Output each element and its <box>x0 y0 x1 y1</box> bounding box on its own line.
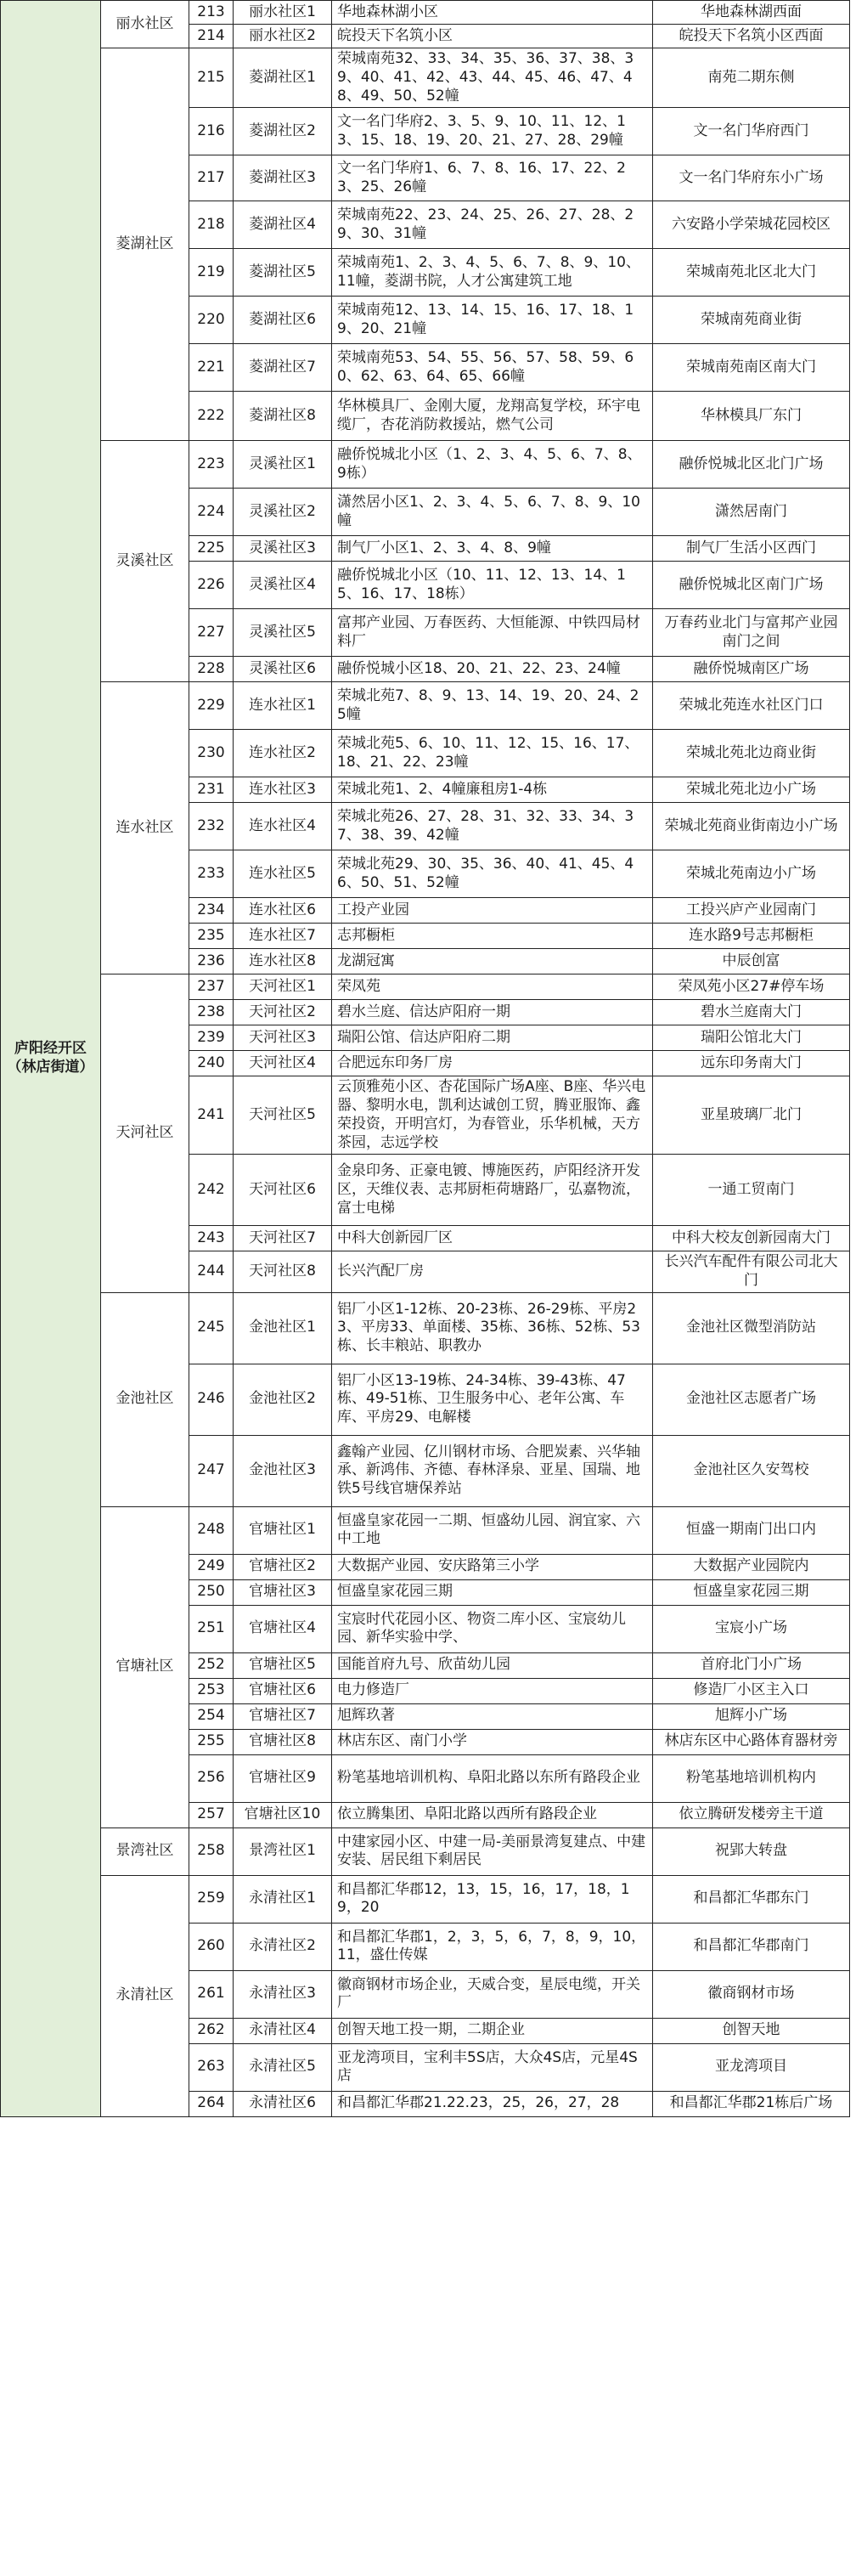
row-number-cell: 218 <box>189 201 234 249</box>
row-number-cell: 235 <box>189 924 234 949</box>
row-number-cell: 216 <box>189 108 234 155</box>
coverage-scope-cell: 荣城南苑12、13、14、15、16、17、18、19、20、21幢 <box>332 297 653 344</box>
row-number-cell: 251 <box>189 1605 234 1652</box>
site-location-cell: 荣城北苑北边商业街 <box>653 730 850 777</box>
site-name-cell: 灵溪社区2 <box>234 489 332 536</box>
coverage-scope-cell: 恒盛皇家花园三期 <box>332 1579 653 1605</box>
table-row <box>1 682 850 730</box>
site-location-cell: 皖投天下名筑小区西面 <box>653 25 850 48</box>
coverage-scope-cell: 鑫翰产业园、亿川钢材市场、合肥炭素、兴华轴承、新鸿伟、齐德、春林泽泉、亚星、国瑞、地铁5号线官塘保养站 <box>332 1435 653 1506</box>
coverage-scope-cell: 富邦产业园、万春医药、大恒能源、中铁四局材料厂 <box>332 609 653 657</box>
site-name-cell: 金池社区2 <box>234 1364 332 1435</box>
coverage-scope-cell: 中建家园小区、中建一局-美丽景湾复建点、中建安装、居民组下剩居民 <box>332 1827 653 1875</box>
table-row <box>1 1506 850 1554</box>
row-number-cell: 245 <box>189 1292 234 1364</box>
coverage-scope-cell: 皖投天下名筑小区 <box>332 25 653 48</box>
site-location-cell: 金池社区微型消防站 <box>653 1292 850 1364</box>
site-name-cell: 天河社区4 <box>234 1051 332 1076</box>
site-location-cell: 华林模具厂东门 <box>653 392 850 441</box>
site-location-cell: 融侨悦城北区南门广场 <box>653 562 850 609</box>
coverage-scope-cell: 荣城北苑1、2、4幢廉租房1-4栋 <box>332 777 653 803</box>
row-number-cell: 263 <box>189 2043 234 2091</box>
site-location-cell: 制气厂生活小区西门 <box>653 536 850 562</box>
site-location-cell: 瑞阳公馆北大门 <box>653 1025 850 1051</box>
site-location-cell: 长兴汽车配件有限公司北大门 <box>653 1251 850 1293</box>
row-number-cell: 249 <box>189 1554 234 1579</box>
site-location-cell: 创智天地 <box>653 2018 850 2043</box>
site-name-cell: 菱湖社区6 <box>234 297 332 344</box>
coverage-scope-cell: 和昌都汇华郡1，2，3，5，6，7，8，9，10，11，盛仕传媒 <box>332 1923 653 1970</box>
site-name-cell: 永清社区4 <box>234 2018 332 2043</box>
site-location-cell: 亚星玻璃厂北门 <box>653 1076 850 1155</box>
row-number-cell: 242 <box>189 1155 234 1226</box>
site-name-cell: 连水社区6 <box>234 898 332 924</box>
site-name-cell: 天河社区1 <box>234 974 332 1000</box>
site-name-cell: 丽水社区2 <box>234 25 332 48</box>
site-location-cell: 金池社区久安驾校 <box>653 1435 850 1506</box>
community-cell: 丽水社区 <box>101 1 189 48</box>
coverage-scope-cell: 金泉印务、正豪电镀、博施医药，庐阳经济开发区，天维仪表、志邦厨柜荷塘路厂，弘嘉物流，富士电梯 <box>332 1155 653 1226</box>
site-location-cell: 修造厂小区主入口 <box>653 1678 850 1703</box>
site-name-cell: 官塘社区4 <box>234 1605 332 1652</box>
coverage-scope-cell: 大数据产业园、安庆路第三小学 <box>332 1554 653 1579</box>
row-number-cell: 213 <box>189 1 234 25</box>
row-number-cell: 220 <box>189 297 234 344</box>
site-location-cell: 徽商钢材市场 <box>653 1970 850 2018</box>
row-number-cell: 233 <box>189 850 234 898</box>
site-name-cell: 天河社区7 <box>234 1226 332 1251</box>
site-location-cell: 荣城南苑南区南大门 <box>653 344 850 392</box>
site-name-cell: 灵溪社区3 <box>234 536 332 562</box>
coverage-scope-cell: 粉笔基地培训机构、阜阳北路以东所有路段企业 <box>332 1754 653 1802</box>
coverage-scope-cell: 荣城北苑29、30、35、36、40、41、45、46、50、51、52幢 <box>332 850 653 898</box>
site-name-cell: 天河社区3 <box>234 1025 332 1051</box>
row-number-cell: 264 <box>189 2091 234 2116</box>
table-row <box>1 1875 850 1923</box>
site-location-cell: 恒盛皇家花园三期 <box>653 1579 850 1605</box>
row-number-cell: 260 <box>189 1923 234 1970</box>
coverage-scope-cell: 荣城南苑22、23、24、25、26、27、28、29、30、31幢 <box>332 201 653 249</box>
site-name-cell: 永清社区1 <box>234 1875 332 1923</box>
site-name-cell: 景湾社区1 <box>234 1827 332 1875</box>
row-number-cell: 256 <box>189 1754 234 1802</box>
coverage-scope-cell: 长兴汽配厂房 <box>332 1251 653 1293</box>
row-number-cell: 225 <box>189 536 234 562</box>
table-row <box>1 1292 850 1364</box>
coverage-scope-cell: 华林模具厂、金刚大厦，龙翔高复学校，环宇电缆厂，杏花消防救援站，燃气公司 <box>332 392 653 441</box>
coverage-scope-cell: 铝厂小区1-12栋、20-23栋、26-29栋、平房23、平房33、单面楼、35栋、36栋、52栋、53栋、长丰粮站、职教办 <box>332 1292 653 1364</box>
row-number-cell: 234 <box>189 898 234 924</box>
coverage-scope-cell: 荣城北苑5、6、10、11、12、15、16、17、18、21、22、23幢 <box>332 730 653 777</box>
row-number-cell: 248 <box>189 1506 234 1554</box>
site-name-cell: 连水社区1 <box>234 682 332 730</box>
row-number-cell: 223 <box>189 441 234 489</box>
coverage-scope-cell: 恒盛皇家花园一二期、恒盛幼儿园、润宜家、六中工地 <box>332 1506 653 1554</box>
site-location-cell: 荣城北苑北边小广场 <box>653 777 850 803</box>
site-name-cell: 官塘社区9 <box>234 1754 332 1802</box>
row-number-cell: 255 <box>189 1729 234 1754</box>
site-location-cell: 荣凤苑小区27#停车场 <box>653 974 850 1000</box>
site-name-cell: 菱湖社区5 <box>234 249 332 297</box>
row-number-cell: 257 <box>189 1802 234 1827</box>
site-location-cell: 荣城北苑商业街南边小广场 <box>653 803 850 850</box>
site-name-cell: 连水社区2 <box>234 730 332 777</box>
community-cell: 永清社区 <box>101 1875 189 2116</box>
row-number-cell: 238 <box>189 1000 234 1025</box>
site-name-cell: 永清社区5 <box>234 2043 332 2091</box>
coverage-scope-cell: 荣城南苑53、54、55、56、57、58、59、60、62、63、64、65、66幢 <box>332 344 653 392</box>
site-location-cell: 和昌都汇华郡南门 <box>653 1923 850 1970</box>
table-row <box>1 974 850 1000</box>
site-name-cell: 天河社区5 <box>234 1076 332 1155</box>
row-number-cell: 217 <box>189 155 234 201</box>
coverage-scope-cell: 融侨悦城北小区（10、11、12、13、14、15、16、17、18栋） <box>332 562 653 609</box>
row-number-cell: 262 <box>189 2018 234 2043</box>
site-location-cell: 南苑二期东侧 <box>653 48 850 108</box>
site-location-cell: 首府北门小广场 <box>653 1652 850 1678</box>
coverage-scope-cell: 荣凤苑 <box>332 974 653 1000</box>
coverage-scope-cell: 电力修造厂 <box>332 1678 653 1703</box>
site-location-cell: 中科大校友创新园南大门 <box>653 1226 850 1251</box>
site-location-cell: 融侨悦城北区北门广场 <box>653 441 850 489</box>
table-body <box>1 1 850 2117</box>
site-name-cell: 丽水社区1 <box>234 1 332 25</box>
site-name-cell: 官塘社区6 <box>234 1678 332 1703</box>
site-location-cell: 依立腾研发楼旁主干道 <box>653 1802 850 1827</box>
coverage-scope-cell: 荣城南苑1、2、3、4、5、6、7、8、9、10、11幢，菱湖书院，人才公寓建筑工地 <box>332 249 653 297</box>
row-number-cell: 259 <box>189 1875 234 1923</box>
coverage-scope-cell: 创智天地工投一期，二期企业 <box>332 2018 653 2043</box>
site-name-cell: 菱湖社区8 <box>234 392 332 441</box>
site-name-cell: 菱湖社区2 <box>234 108 332 155</box>
coverage-scope-cell: 志邦橱柜 <box>332 924 653 949</box>
site-location-cell: 粉笔基地培训机构内 <box>653 1754 850 1802</box>
site-location-cell: 和昌都汇华郡21栋后广场 <box>653 2091 850 2116</box>
coverage-scope-cell: 宝宸时代花园小区、物资二库小区、宝宸幼儿园、新华实验中学、 <box>332 1605 653 1652</box>
site-location-cell: 文一名门华府东小广场 <box>653 155 850 201</box>
row-number-cell: 222 <box>189 392 234 441</box>
row-number-cell: 243 <box>189 1226 234 1251</box>
site-location-cell: 恒盛一期南门出口内 <box>653 1506 850 1554</box>
site-name-cell: 菱湖社区4 <box>234 201 332 249</box>
site-location-cell: 大数据产业园院内 <box>653 1554 850 1579</box>
coverage-scope-cell: 荣城南苑32、33、34、35、36、37、38、39、40、41、42、43、44、45、46、47、48、49、50、52幢 <box>332 48 653 108</box>
row-number-cell: 224 <box>189 489 234 536</box>
site-name-cell: 连水社区5 <box>234 850 332 898</box>
coverage-scope-cell: 碧水兰庭、信达庐阳府一期 <box>332 1000 653 1025</box>
site-location-cell: 文一名门华府西门 <box>653 108 850 155</box>
row-number-cell: 254 <box>189 1703 234 1729</box>
table-row <box>1 1 850 25</box>
coverage-scope-cell: 和昌都汇华郡21.22.23，25，26，27，28 <box>332 2091 653 2116</box>
coverage-scope-cell: 合肥远东印务厂房 <box>332 1051 653 1076</box>
row-number-cell: 226 <box>189 562 234 609</box>
site-name-cell: 灵溪社区6 <box>234 657 332 682</box>
site-name-cell: 官塘社区3 <box>234 1579 332 1605</box>
site-location-cell: 金池社区志愿者广场 <box>653 1364 850 1435</box>
site-location-cell: 连水路9号志邦橱柜 <box>653 924 850 949</box>
row-number-cell: 221 <box>189 344 234 392</box>
site-name-cell: 连水社区7 <box>234 924 332 949</box>
site-name-cell: 天河社区8 <box>234 1251 332 1293</box>
row-number-cell: 247 <box>189 1435 234 1506</box>
coverage-scope-cell: 华地森林湖小区 <box>332 1 653 25</box>
row-number-cell: 232 <box>189 803 234 850</box>
coverage-scope-cell: 和昌都汇华郡12，13，15，16，17，18，19，20 <box>332 1875 653 1923</box>
site-location-cell: 中辰创富 <box>653 949 850 974</box>
site-location-cell: 林店东区中心路体育器材旁 <box>653 1729 850 1754</box>
row-number-cell: 250 <box>189 1579 234 1605</box>
coverage-scope-cell: 文一名门华府2、3、5、9、10、11、12、13、15、18、19、20、21、27、28、29幢 <box>332 108 653 155</box>
site-location-cell: 华地森林湖西面 <box>653 1 850 25</box>
row-number-cell: 230 <box>189 730 234 777</box>
site-location-cell: 融侨悦城南区广场 <box>653 657 850 682</box>
site-location-cell: 祝郢大转盘 <box>653 1827 850 1875</box>
site-location-cell: 宝宸小广场 <box>653 1605 850 1652</box>
community-cell: 连水社区 <box>101 682 189 974</box>
site-name-cell: 官塘社区1 <box>234 1506 332 1554</box>
row-number-cell: 241 <box>189 1076 234 1155</box>
site-location-cell: 荣城北苑连水社区门口 <box>653 682 850 730</box>
site-name-cell: 菱湖社区1 <box>234 48 332 108</box>
coverage-scope-cell: 荣城北苑26、27、28、31、32、33、34、37、38、39、42幢 <box>332 803 653 850</box>
site-location-cell: 碧水兰庭南大门 <box>653 1000 850 1025</box>
coverage-scope-cell: 潇然居小区1、2、3、4、5、6、7、8、9、10幢 <box>332 489 653 536</box>
site-location-cell: 和昌都汇华郡东门 <box>653 1875 850 1923</box>
row-number-cell: 239 <box>189 1025 234 1051</box>
coverage-scope-cell: 云顶雅苑小区、杏花国际广场A座、B座、华兴电器、黎明水电，凯利达诚创工贸，腾亚服饰、鑫荣投资，开明宫灯，为春管业，乐华机械，天方茶园，志远学校 <box>332 1076 653 1155</box>
row-number-cell: 244 <box>189 1251 234 1293</box>
site-name-cell: 天河社区2 <box>234 1000 332 1025</box>
row-number-cell: 229 <box>189 682 234 730</box>
site-location-cell: 荣城南苑商业街 <box>653 297 850 344</box>
community-cell: 景湾社区 <box>101 1827 189 1875</box>
site-name-cell: 永清社区6 <box>234 2091 332 2116</box>
site-name-cell: 连水社区8 <box>234 949 332 974</box>
row-number-cell: 258 <box>189 1827 234 1875</box>
row-number-cell: 240 <box>189 1051 234 1076</box>
row-number-cell: 237 <box>189 974 234 1000</box>
coverage-scope-cell: 徽商钢材市场企业，天威合变，星辰电缆，开关厂 <box>332 1970 653 2018</box>
site-name-cell: 官塘社区2 <box>234 1554 332 1579</box>
site-location-cell: 万春药业北门与富邦产业园南门之间 <box>653 609 850 657</box>
site-location-cell: 一通工贸南门 <box>653 1155 850 1226</box>
site-name-cell: 金池社区3 <box>234 1435 332 1506</box>
coverage-scope-cell: 依立腾集团、阜阳北路以西所有路段企业 <box>332 1802 653 1827</box>
row-number-cell: 219 <box>189 249 234 297</box>
site-name-cell: 菱湖社区3 <box>234 155 332 201</box>
site-location-cell: 六安路小学荣城花园校区 <box>653 201 850 249</box>
site-name-cell: 永清社区3 <box>234 1970 332 2018</box>
coverage-scope-cell: 工投产业园 <box>332 898 653 924</box>
community-cell: 官塘社区 <box>101 1506 189 1827</box>
site-name-cell: 天河社区6 <box>234 1155 332 1226</box>
coverage-scope-cell: 瑞阳公馆、信达庐阳府二期 <box>332 1025 653 1051</box>
coverage-scope-cell: 融侨悦城小区18、20、21、22、23、24幢 <box>332 657 653 682</box>
site-name-cell: 官塘社区8 <box>234 1729 332 1754</box>
coverage-scope-cell: 融侨悦城北小区（1、2、3、4、5、6、7、8、9栋） <box>332 441 653 489</box>
coverage-scope-cell: 文一名门华府1、6、7、8、16、17、22、23、25、26幢 <box>332 155 653 201</box>
coverage-scope-cell: 荣城北苑7、8、9、13、14、19、20、24、25幢 <box>332 682 653 730</box>
site-name-cell: 金池社区1 <box>234 1292 332 1364</box>
coverage-scope-cell: 铝厂小区13-19栋、24-34栋、39-43栋、47栋、49-51栋、卫生服务中心、老年公寓、车库、平房29、电解楼 <box>332 1364 653 1435</box>
row-number-cell: 215 <box>189 48 234 108</box>
site-name-cell: 灵溪社区1 <box>234 441 332 489</box>
site-location-cell: 潇然居南门 <box>653 489 850 536</box>
row-number-cell: 246 <box>189 1364 234 1435</box>
site-location-cell: 亚龙湾项目 <box>653 2043 850 2091</box>
site-location-cell: 荣城南苑北区北大门 <box>653 249 850 297</box>
row-number-cell: 261 <box>189 1970 234 2018</box>
site-location-cell: 远东印务南大门 <box>653 1051 850 1076</box>
community-cell: 天河社区 <box>101 974 189 1293</box>
coverage-scope-cell: 制气厂小区1、2、3、4、8、9幢 <box>332 536 653 562</box>
coverage-scope-cell: 林店东区、南门小学 <box>332 1729 653 1754</box>
community-cell: 金池社区 <box>101 1292 189 1506</box>
coverage-scope-cell: 国能首府九号、欣苗幼儿园 <box>332 1652 653 1678</box>
community-cell: 菱湖社区 <box>101 48 189 441</box>
community-cell: 灵溪社区 <box>101 441 189 682</box>
row-number-cell: 253 <box>189 1678 234 1703</box>
coverage-scope-cell: 中科大创新园厂区 <box>332 1226 653 1251</box>
row-number-cell: 214 <box>189 25 234 48</box>
site-name-cell: 永清社区2 <box>234 1923 332 1970</box>
row-number-cell: 252 <box>189 1652 234 1678</box>
site-name-cell: 连水社区4 <box>234 803 332 850</box>
site-location-cell: 荣城北苑南边小广场 <box>653 850 850 898</box>
site-name-cell: 菱湖社区7 <box>234 344 332 392</box>
row-number-cell: 227 <box>189 609 234 657</box>
row-number-cell: 236 <box>189 949 234 974</box>
site-name-cell: 灵溪社区4 <box>234 562 332 609</box>
site-name-cell: 官塘社区5 <box>234 1652 332 1678</box>
site-name-cell: 连水社区3 <box>234 777 332 803</box>
site-name-cell: 官塘社区7 <box>234 1703 332 1729</box>
table-row <box>1 48 850 108</box>
row-number-cell: 231 <box>189 777 234 803</box>
row-number-cell: 228 <box>189 657 234 682</box>
coverage-scope-cell: 旭辉玖著 <box>332 1703 653 1729</box>
table-row <box>1 441 850 489</box>
coverage-scope-cell: 亚龙湾项目，宝利丰5S店，大众4S店，元星4S店 <box>332 2043 653 2091</box>
district-cell: 庐阳经开区（林店街道） <box>1 1 101 2117</box>
site-name-cell: 灵溪社区5 <box>234 609 332 657</box>
coverage-scope-cell: 龙湖冠寓 <box>332 949 653 974</box>
table-row <box>1 1827 850 1875</box>
site-name-cell: 官塘社区10 <box>234 1802 332 1827</box>
site-location-cell: 工投兴庐产业园南门 <box>653 898 850 924</box>
site-location-cell: 旭辉小广场 <box>653 1703 850 1729</box>
